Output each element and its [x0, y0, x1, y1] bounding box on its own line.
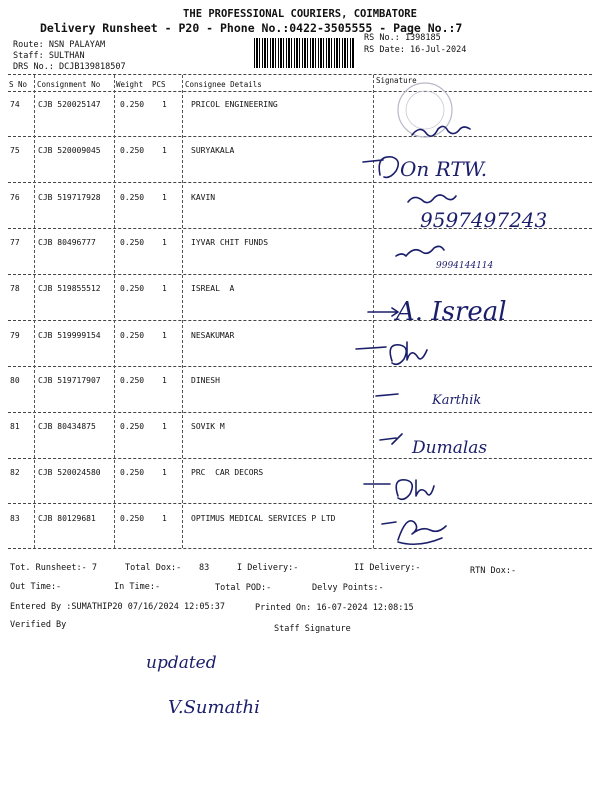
- row-pcs: 1: [162, 331, 167, 340]
- signature-row-82: [364, 480, 434, 500]
- row-sno: 81: [10, 422, 20, 431]
- row-consignment: CJB 520025147: [38, 100, 101, 109]
- handwriting-row-76: 9597497243: [420, 208, 548, 232]
- total-runsheet: Tot. Runsheet:- 7: [10, 563, 97, 573]
- signature-row-77: [396, 246, 444, 256]
- row-weight: 0.250: [120, 468, 145, 477]
- runsheet-title: Delivery Runsheet - P20 - Phone No.:0422-3505555 - Page No.:7: [40, 21, 463, 35]
- signature-row-81-arrow: [380, 434, 402, 444]
- delvy-points: Delvy Points:-: [312, 583, 384, 593]
- staff-signature: Staff Signature: [274, 624, 351, 634]
- row-consignment: CJB 519717928: [38, 193, 101, 202]
- row-sno: 74: [10, 100, 20, 109]
- signature-row-79: [356, 342, 427, 364]
- row-weight: 0.250: [120, 100, 145, 109]
- rtn-dox: RTN Dox:-: [470, 566, 517, 576]
- staff-label: Staff: SULTHAN: [13, 51, 85, 61]
- row-consignment: CJB 520009045: [38, 146, 101, 155]
- row-pcs: 1: [162, 422, 167, 431]
- handwriting-row-75: On RTW.: [400, 157, 488, 181]
- row-weight: 0.250: [120, 238, 145, 247]
- col-consignment-header: Consignment No: [37, 80, 101, 89]
- rs-number: RS No.: 1398185: [364, 33, 441, 43]
- signature-row-83: [382, 521, 446, 544]
- signature-row-78-arrow: [368, 308, 398, 316]
- row-consignee: SURYAKALA: [191, 146, 235, 155]
- row-pcs: 1: [162, 468, 167, 477]
- signature-row-76: [408, 195, 456, 203]
- printed-on: Printed On: 16-07-2024 12:08:15: [255, 603, 414, 613]
- in-time: In Time:-: [114, 582, 161, 592]
- row-pcs: 1: [162, 193, 167, 202]
- drs-number: DRS No.: DCJB139818507: [13, 62, 126, 72]
- row-pcs: 1: [162, 100, 167, 109]
- route-label: Route: NSN PALAYAM: [13, 40, 106, 50]
- row-sno: 82: [10, 468, 20, 477]
- col-signature-header: Signature: [376, 76, 417, 85]
- row-pcs: 1: [162, 284, 167, 293]
- row-consignee: ISREAL A: [191, 284, 235, 293]
- row-weight: 0.250: [120, 514, 145, 523]
- row-sno: 75: [10, 146, 20, 155]
- row-sno: 77: [10, 238, 20, 247]
- row-consignment: CJB 80129681: [38, 514, 96, 523]
- row-consignment: CJB 80434875: [38, 422, 96, 431]
- handwriting-row-80: Karthik: [432, 393, 482, 408]
- row-consignment: CJB 519999154: [38, 331, 101, 340]
- i-delivery: I Delivery:-: [237, 563, 299, 573]
- circular-stamp: [398, 83, 452, 137]
- entered-by: Entered By :SUMATHIP20 07/16/2024 12:05:37: [10, 602, 225, 612]
- row-weight: 0.250: [120, 284, 145, 293]
- row-consignee: SOVIK M: [191, 422, 225, 431]
- total-pod: Total POD:-: [215, 583, 272, 593]
- row-weight: 0.250: [120, 146, 145, 155]
- row-sno: 83: [10, 514, 20, 523]
- row-consignee: PRICOL ENGINEERING: [191, 100, 278, 109]
- row-consignment: CJB 519855512: [38, 284, 101, 293]
- row-consignment: CJB 80496777: [38, 238, 96, 247]
- rs-date: RS Date: 16-Jul-2024: [364, 45, 467, 55]
- row-sno: 80: [10, 376, 20, 385]
- row-weight: 0.250: [120, 376, 145, 385]
- row-weight: 0.250: [120, 193, 145, 202]
- row-pcs: 1: [162, 238, 167, 247]
- row-sno: 79: [10, 331, 20, 340]
- row-weight: 0.250: [120, 422, 145, 431]
- out-time: Out Time:-: [10, 582, 62, 592]
- total-dox-value: 83: [199, 563, 210, 573]
- row-consignment: CJB 519717907: [38, 376, 101, 385]
- col-weight-header: Weight: [116, 80, 144, 89]
- row-consignee: DINESH: [191, 376, 220, 385]
- signature-row-75: [363, 157, 398, 178]
- handwriting-sumathi: V.Sumathi: [168, 697, 260, 718]
- row-pcs: 1: [162, 146, 167, 155]
- handwriting-updated: updated: [146, 653, 217, 673]
- row-sno: 78: [10, 284, 20, 293]
- col-sno-header: S No: [9, 80, 28, 89]
- row-consignee: OPTIMUS MEDICAL SERVICES P LTD: [191, 514, 336, 523]
- verified-by: Verified By: [10, 620, 67, 630]
- company-title: THE PROFESSIONAL COURIERS, COIMBATORE: [183, 8, 417, 20]
- row-consignee: KAVIN: [191, 193, 216, 202]
- col-consignee-header: Consignee Details: [185, 80, 262, 89]
- ii-delivery: II Delivery:-: [354, 563, 421, 573]
- row-consignee: PRC CAR DECORS: [191, 468, 264, 477]
- row-consignee: IYVAR CHIT FUNDS: [191, 238, 269, 247]
- row-consignment: CJB 520024580: [38, 468, 101, 477]
- total-dox-label: Total Dox:-: [125, 563, 182, 573]
- row-pcs: 1: [162, 376, 167, 385]
- col-pcs-header: PCS: [152, 80, 166, 89]
- handwriting-row-78: A. Isreal: [396, 297, 507, 327]
- row-weight: 0.250: [120, 331, 145, 340]
- signature-row-80-arrow: [376, 394, 398, 396]
- row-sno: 76: [10, 193, 20, 202]
- row-pcs: 1: [162, 514, 167, 523]
- handwriting-row-81: Dumalas: [412, 438, 488, 458]
- handwriting-row-77: 9994144114: [436, 261, 494, 271]
- row-consignee: NESAKUMAR: [191, 331, 235, 340]
